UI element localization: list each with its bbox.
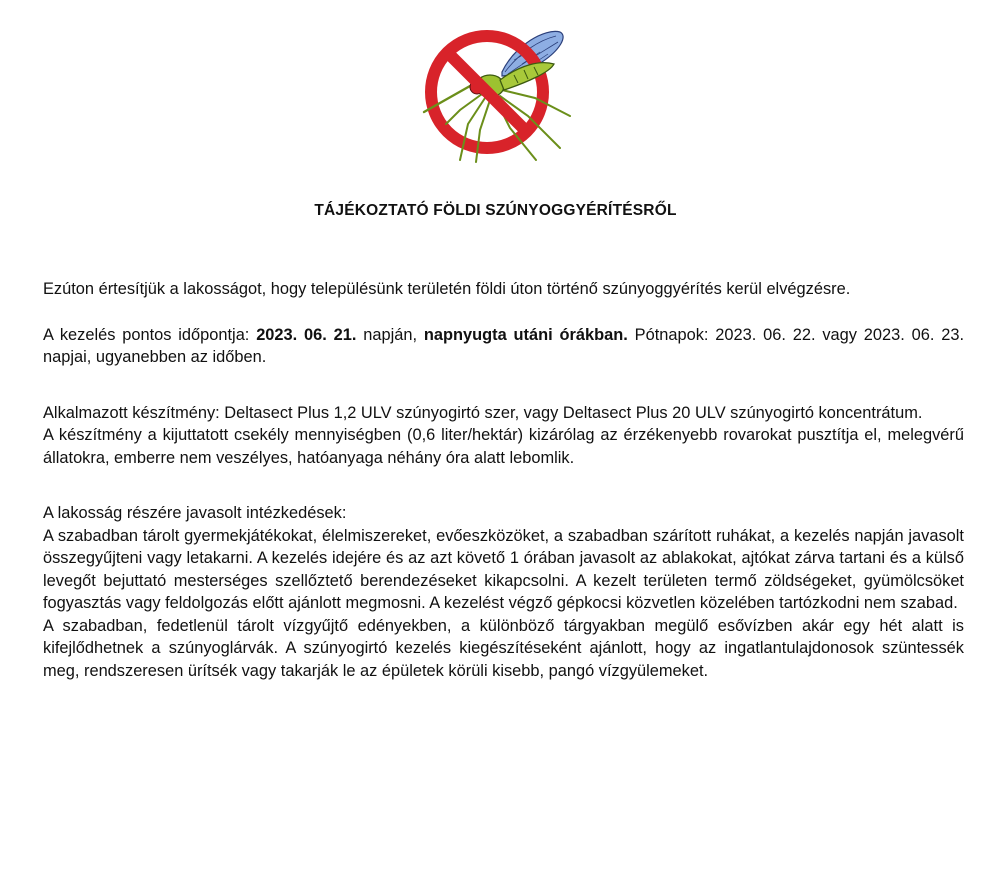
intro-paragraph: Ezúton értesítjük a lakosságot, hogy településünk területén földi úton történő szúnyoggyérítés kerül elvégzésre. — [43, 280, 851, 298]
page-title: TÁJÉKOZTATÓ FÖLDI SZÚNYOGGYÉRÍTÉSRŐL — [314, 202, 677, 219]
schedule-lead: A kezelés pontos időpontja: — [43, 325, 257, 344]
product-safety-paragraph: A készítmény a kijuttatott csekély mennyiségben (0,6 liter/hektár) kizárólag az érzékenyebb rovarokat pusztítja el, melegvérű állatokra, emberre nem veszélyes, hatóanyaga néhány óra alatt lebomlik. — [43, 426, 964, 467]
treatment-time: napnyugta utáni órákban. — [423, 325, 628, 344]
larvae-paragraph: A szabadban, fedetlenül tárolt vízgyűjtő edényekben, a különböző tárgyakban megülő esővízben akár egy hét alatt is kifejlődhetnek a szúnyoglárvák. A szúnyogirtó kezelés kiegészítéseként ajánlott, hogy az ingatlantulajdonosok szüntessék meg, rendszeresen ürítsék vagy takarják le az épületek körüli kisebb, pangó vízgyülemeket. — [43, 616, 964, 680]
no-mosquito-icon — [410, 20, 580, 165]
product-paragraph: Alkalmazott készítmény: Deltasect Plus 1,2 ULV szúnyogirtó szer, vagy Deltasect Plus 20 ULV szúnyogirtó koncentrátum. — [43, 403, 923, 422]
mosquito-legs — [446, 90, 570, 162]
schedule-tail: Pótnapok: 2023. 06. 22. vagy 2023. 06. 23. napjai, ugyanebben az időben. — [43, 325, 964, 366]
schedule-mid: napján, — [356, 325, 424, 344]
document-body — [43, 278, 964, 682]
measures-paragraph: A szabadban tárolt gyermekjátékokat, élelmiszereket, evőeszközöket, a szabadban szárított ruhákat, a kezelés napján javasolt összegyűjteni vagy letakarni. A kezelés idejére és az azt követő 1 órában javasolt az ablakokat, ajtókat zárva tartani és a külső levegőt bejuttató mesterséges szellőztető berendezéseket kikapcsolni. A kezelt területen termő zöldségeket, gyümölcsöket fogyasztás vagy feldolgozás előtt ajánlott megmosni. A kezelést végző gépkocsi közvetlen közelében tartózkodni nem szabad. — [43, 526, 964, 612]
schedule-paragraph — [43, 324, 964, 369]
treatment-date: 2023. 06. 21. — [256, 325, 357, 344]
measures-heading: A lakosság részére javasolt intézkedések: — [43, 504, 347, 522]
